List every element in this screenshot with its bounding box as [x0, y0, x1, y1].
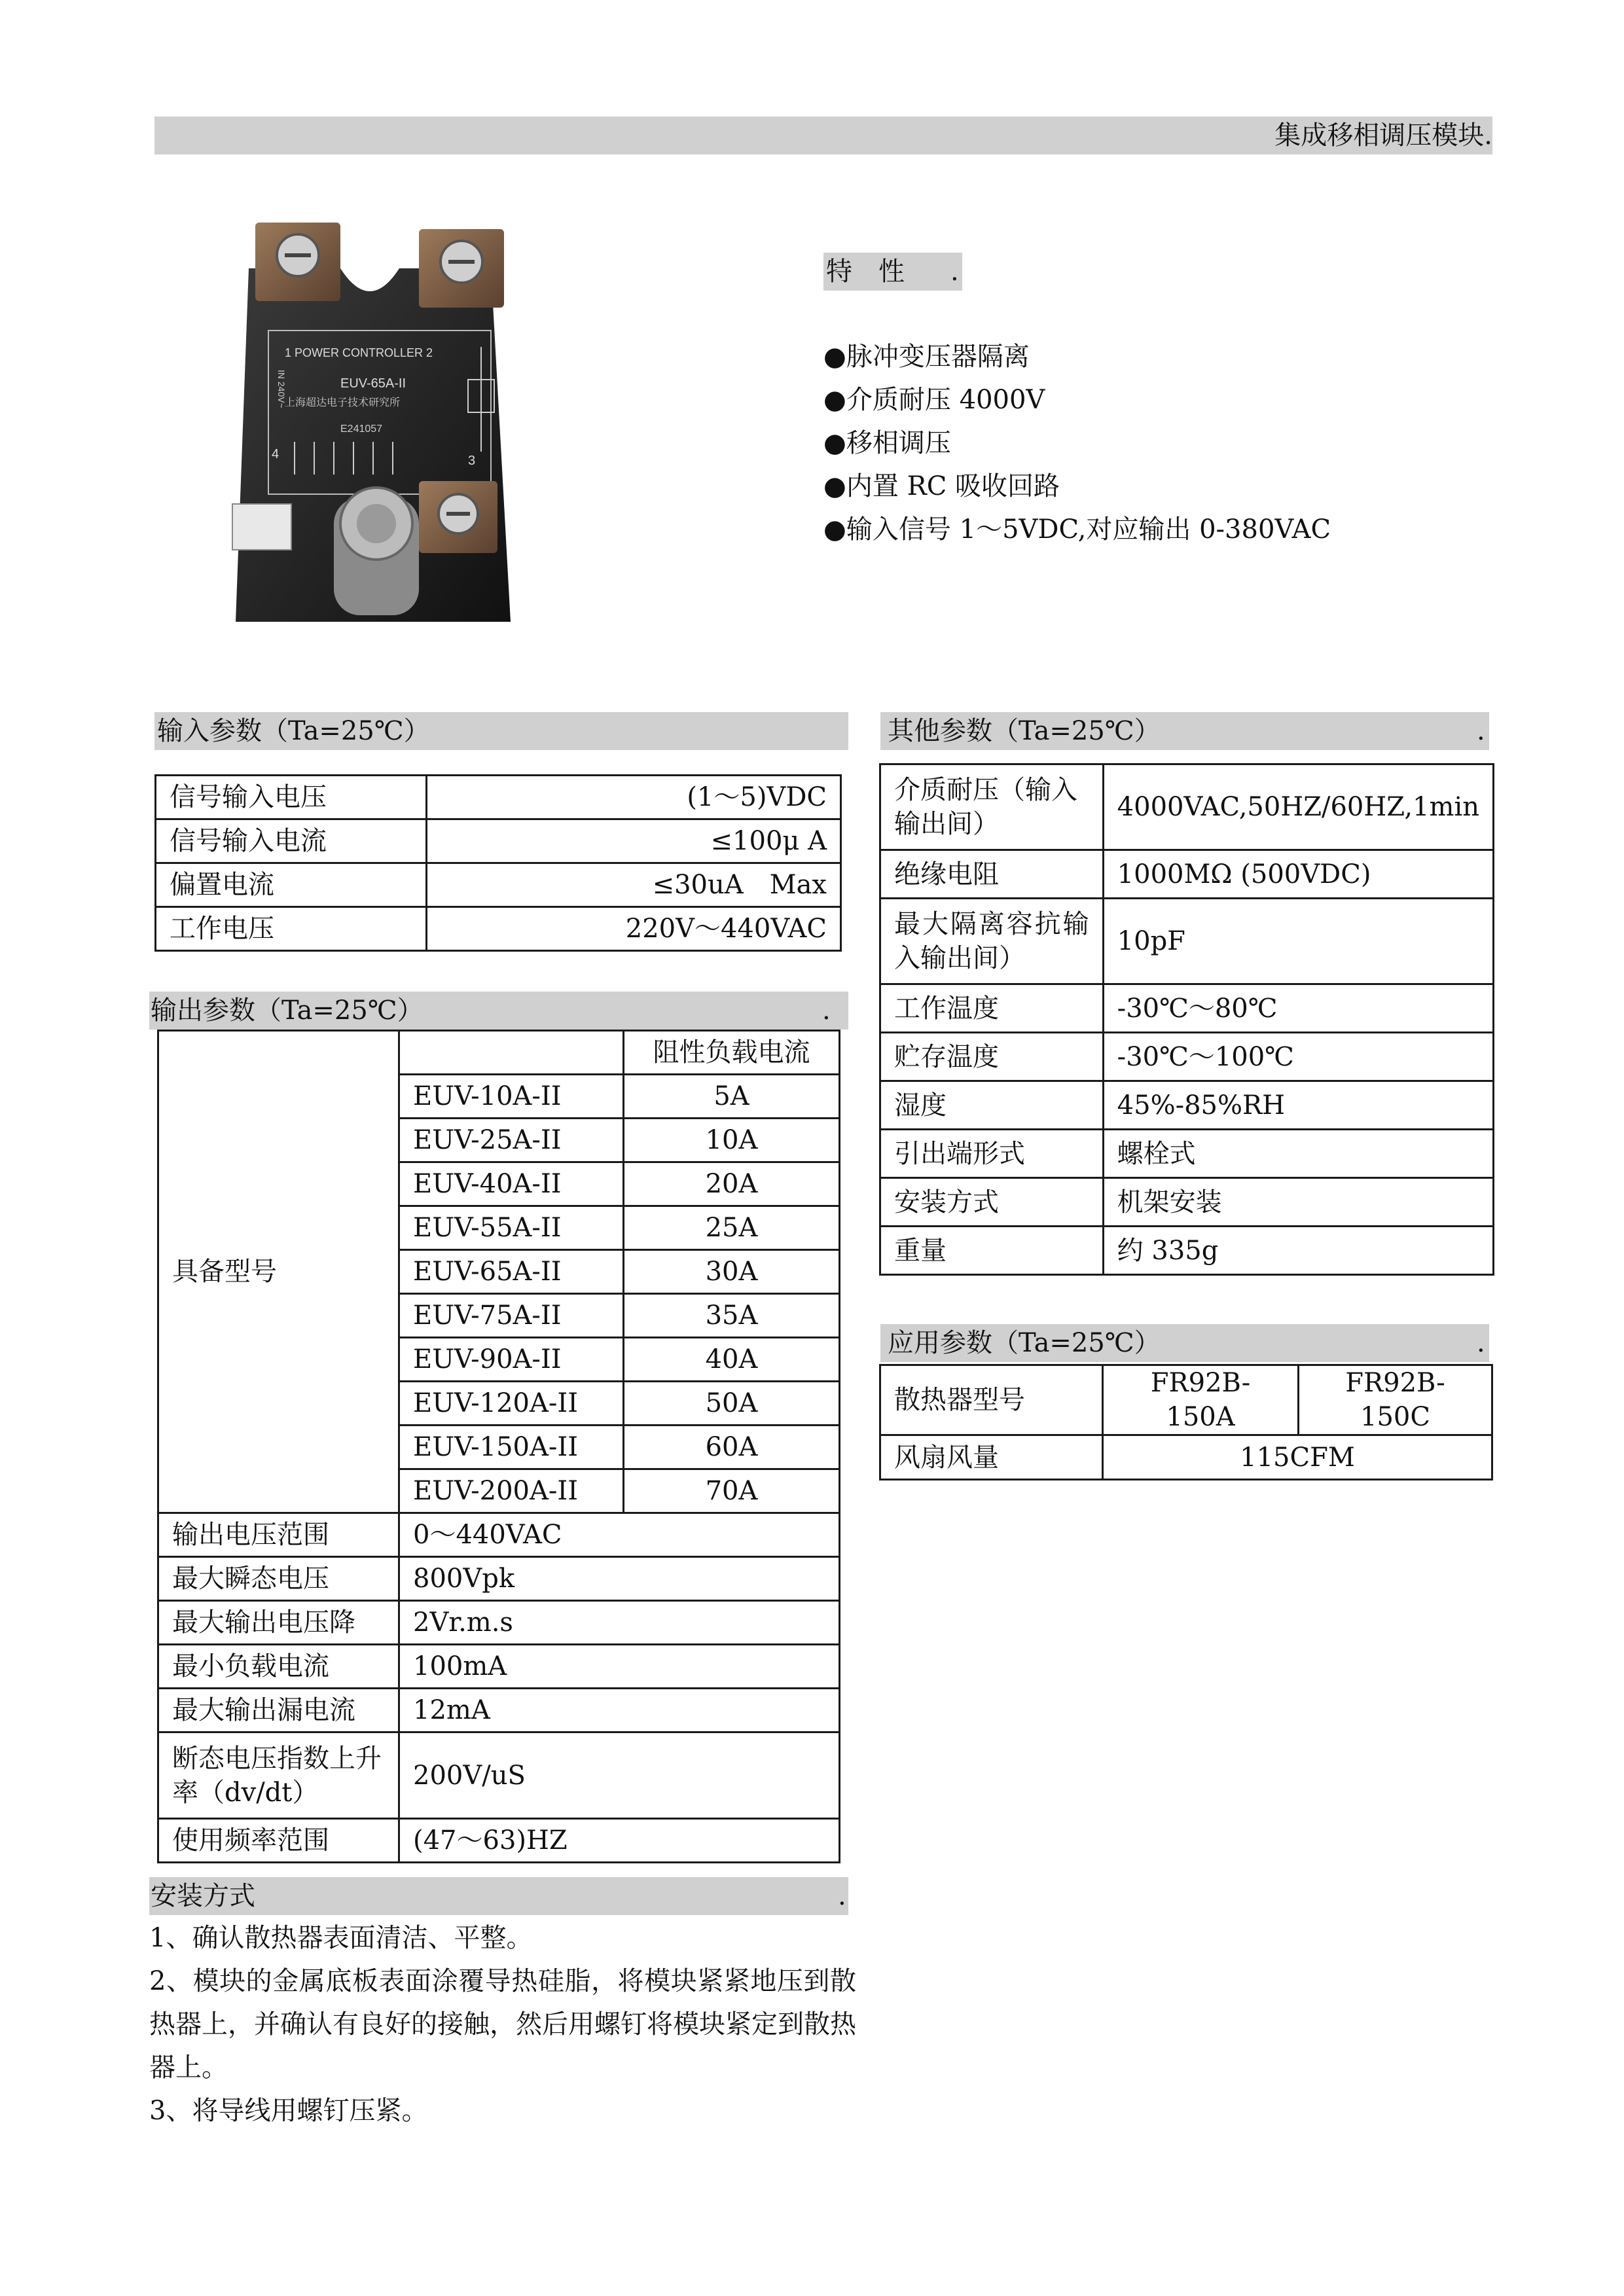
model-current: 20A — [624, 1162, 840, 1206]
param-value: 2Vr.m.s — [399, 1601, 840, 1645]
table-row — [156, 863, 841, 907]
table-row — [158, 1732, 840, 1819]
table-row — [156, 819, 841, 863]
model-name: EUV-25A-II — [399, 1119, 624, 1162]
table-row — [158, 1557, 840, 1601]
param-value: 1000MΩ (500VDC) — [1103, 850, 1493, 899]
param-name: 绝缘电阻 — [880, 850, 1104, 899]
table-row — [158, 1645, 840, 1689]
model-current: 35A — [624, 1294, 840, 1338]
other-params-table — [879, 763, 1494, 1276]
output-params-title-dot: . — [822, 996, 831, 1026]
table-row — [880, 850, 1494, 899]
param-name: 工作电压 — [156, 907, 427, 951]
param-name: 最大瞬态电压 — [158, 1557, 399, 1601]
table-row — [880, 1227, 1494, 1275]
installation-title-dot: . — [838, 1881, 846, 1911]
table-row — [158, 1601, 840, 1645]
model-current: 10A — [624, 1119, 840, 1162]
table-row — [880, 1365, 1492, 1435]
param-name: 工作温度 — [880, 984, 1104, 1033]
table-row — [880, 764, 1494, 850]
param-name: 引出端形式 — [880, 1130, 1104, 1178]
param-name: 断态电压指数上升率（dv/dt） — [158, 1732, 399, 1819]
header-model — [399, 1031, 624, 1075]
model-name: EUV-40A-II — [399, 1162, 624, 1206]
feature-item: ●输入信号 1～5VDC,对应输出 0-380VAC — [823, 514, 1331, 545]
param-value: 200V/uS — [399, 1732, 840, 1819]
param-name: 湿度 — [880, 1081, 1104, 1130]
model-name: EUV-75A-II — [399, 1294, 624, 1338]
param-name: 使用频率范围 — [158, 1819, 399, 1863]
table-row — [880, 1178, 1494, 1227]
label-term3: 3 — [468, 454, 476, 468]
model-name: EUV-200A-II — [399, 1469, 624, 1513]
model-name: EUV-65A-II — [399, 1250, 624, 1294]
feature-item: ●内置 RC 吸收回路 — [823, 471, 1060, 501]
param-value: 4000VAC,50HZ/60HZ,1min — [1103, 764, 1493, 850]
model-current: 60A — [624, 1426, 840, 1469]
param-name: 安装方式 — [880, 1178, 1104, 1227]
installation-title: 安装方式 — [151, 1881, 255, 1911]
table-row — [158, 1689, 840, 1732]
table-row — [880, 1130, 1494, 1178]
table-row — [158, 1513, 840, 1557]
output-params-title: 输出参数（Ta=25℃） — [151, 996, 424, 1026]
header-current: 阻性负载电流 — [624, 1031, 840, 1075]
table-row — [156, 776, 841, 819]
param-name: 最大输出电压降 — [158, 1601, 399, 1645]
table-row — [158, 1819, 840, 1863]
param-value: 约 335g — [1103, 1227, 1493, 1275]
param-value: -30℃～80℃ — [1103, 984, 1493, 1033]
application-params-table — [879, 1364, 1493, 1480]
table-row — [880, 1033, 1494, 1081]
param-value: FR92B-150C — [1299, 1365, 1492, 1435]
param-name: 重量 — [880, 1227, 1104, 1275]
label-cert-text: E241057 — [340, 423, 383, 435]
model-name: EUV-90A-II — [399, 1338, 624, 1382]
product-photo — [223, 216, 524, 641]
param-name: 最大隔离容抗输入输出间） — [880, 899, 1104, 984]
model-current: 40A — [624, 1338, 840, 1382]
connector — [232, 504, 291, 550]
document-title: 集成移相调压模块. — [1274, 120, 1492, 151]
param-value: -30℃～100℃ — [1103, 1033, 1493, 1081]
other-params-title-dot: . — [1477, 716, 1485, 746]
model-name: EUV-55A-II — [399, 1206, 624, 1250]
param-name: 贮存温度 — [880, 1033, 1104, 1081]
model-name: EUV-120A-II — [399, 1382, 624, 1426]
table-row — [880, 984, 1494, 1033]
model-name: EUV-150A-II — [399, 1426, 624, 1469]
param-name: 最小负载电流 — [158, 1645, 399, 1689]
models-label: 具备型号 — [158, 1031, 399, 1513]
param-name: 介质耐压（输入输出间） — [880, 764, 1104, 850]
param-value: 螺栓式 — [1103, 1130, 1493, 1178]
installation-step: 1、确认散热器表面清洁、平整。 — [149, 1923, 533, 1953]
param-name: 偏置电流 — [156, 863, 427, 907]
features-title-dot: . — [950, 257, 959, 287]
param-name: 输出电压范围 — [158, 1513, 399, 1557]
installation-step: 2、模块的金属底板表面涂覆导热硅脂，将模块紧紧地压到散热器上，并确认有良好的接触，然后用螺钉将模块紧定到散热器上。 — [149, 1966, 856, 2083]
param-value: FR92B-150A — [1103, 1365, 1299, 1435]
model-name: EUV-10A-II — [399, 1075, 624, 1119]
input-params-title: 输入参数（Ta=25℃） — [157, 716, 430, 746]
label-term4: 4 — [272, 447, 280, 461]
param-name: 散热器型号 — [880, 1365, 1103, 1435]
param-value: 220V～440VAC — [427, 907, 841, 951]
param-value: 0～440VAC — [399, 1513, 840, 1557]
param-value: (47～63)HZ — [399, 1819, 840, 1863]
feature-item: ●脉冲变压器隔离 — [823, 342, 1030, 372]
model-current: 50A — [624, 1382, 840, 1426]
other-params-title: 其他参数（Ta=25℃） — [888, 716, 1161, 746]
param-name: 信号输入电流 — [156, 819, 427, 863]
table-row — [880, 899, 1494, 984]
param-name: 最大输出漏电流 — [158, 1689, 399, 1732]
table-row — [156, 907, 841, 951]
label-top-text: 1 POWER CONTROLLER 2 — [285, 346, 433, 359]
table-row — [880, 1435, 1492, 1480]
param-value: ≤100μ A — [427, 819, 841, 863]
input-params-table — [154, 774, 842, 952]
output-params-table — [157, 1030, 840, 1863]
model-current: 5A — [624, 1075, 840, 1119]
param-value: 800Vpk — [399, 1557, 840, 1601]
application-params-title-dot: . — [1477, 1328, 1485, 1358]
features-title: 特 性 — [826, 257, 905, 287]
param-value: 115CFM — [1103, 1435, 1492, 1480]
param-value: 100mA — [399, 1645, 840, 1689]
table-row — [880, 1081, 1494, 1130]
param-value: 45%-85%RH — [1103, 1081, 1493, 1130]
param-name: 风扇风量 — [880, 1435, 1103, 1480]
label-maker-text: 上海超达电子技术研究所 — [285, 396, 401, 408]
param-value: ≤30uA Max — [427, 863, 841, 907]
param-name: 信号输入电压 — [156, 776, 427, 819]
installation-step: 3、将导线用螺钉压紧。 — [149, 2096, 428, 2126]
label-model-text: EUV-65A-II — [340, 376, 406, 391]
feature-item: ●移相调压 — [823, 428, 951, 458]
param-value: 12mA — [399, 1689, 840, 1732]
feature-item: ●介质耐压 4000V — [823, 385, 1045, 415]
model-current: 25A — [624, 1206, 840, 1250]
table-row — [158, 1031, 840, 1075]
param-value: 10pF — [1103, 899, 1493, 984]
model-current: 70A — [624, 1469, 840, 1513]
label-side-text: IN 240V~ — [276, 370, 287, 408]
param-value: 机架安装 — [1103, 1178, 1493, 1227]
model-current: 30A — [624, 1250, 840, 1294]
param-value: (1～5)VDC — [427, 776, 841, 819]
application-params-title: 应用参数（Ta=25℃） — [888, 1328, 1161, 1358]
